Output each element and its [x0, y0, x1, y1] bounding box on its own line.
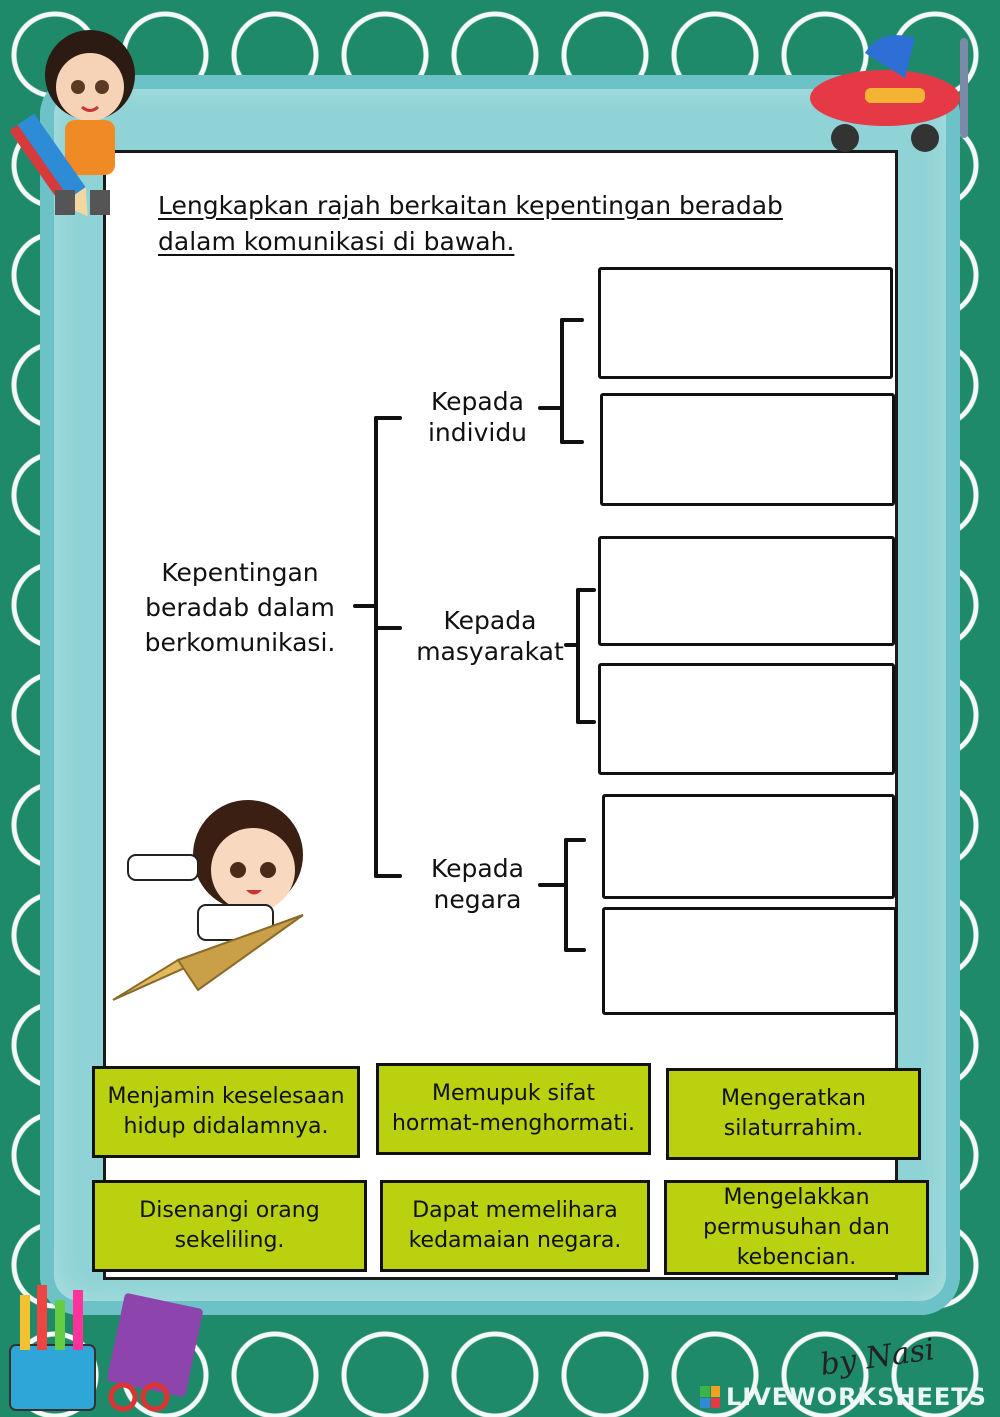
boy-on-paper-plane-icon: [108, 785, 313, 1005]
answer-box-individu-1[interactable]: [598, 267, 893, 379]
answer-box-masyarakat-1[interactable]: [598, 536, 895, 646]
answer-box-masyarakat-2[interactable]: [598, 663, 895, 775]
toy-airplane-icon: [805, 18, 990, 158]
answer-box-individu-2[interactable]: [600, 393, 895, 506]
branch-label-individu: Kepada individu: [427, 387, 528, 447]
answer-card-2[interactable]: Memupuk sifat hormat-menghormati.: [376, 1063, 651, 1155]
stationery-icon: [5, 1275, 215, 1415]
brand-text: LIVEWORKSHEETS: [726, 1383, 987, 1411]
answer-card-1[interactable]: Menjamin keselesaan hidup didalamnya.: [92, 1066, 360, 1158]
answer-box-negara-1[interactable]: [602, 794, 895, 899]
boy-with-pencil-icon: [10, 15, 150, 225]
answer-card-4[interactable]: Disenangi orang sekeliling.: [92, 1180, 367, 1272]
answer-card-6[interactable]: Mengelakkan permusuhan dan kebencian.: [664, 1180, 929, 1275]
answer-card-3[interactable]: Mengeratkan silaturrahim.: [666, 1068, 921, 1160]
branch-label-negara: Kepada negara: [431, 854, 524, 914]
diagram-center-label: Kepentingan beradab dalam berkomunikasi.: [144, 558, 336, 657]
liveworksheets-logo-icon: [700, 1386, 720, 1408]
answer-card-5[interactable]: Dapat memelihara kedamaian negara.: [380, 1180, 650, 1272]
instruction-text: Lengkapkan rajah berkaitan kepentingan beradab dalam komunikasi di bawah.: [158, 191, 783, 256]
answer-box-negara-2[interactable]: [602, 907, 897, 1015]
author-byline: by Nasi: [818, 1332, 937, 1383]
branch-label-masyarakat: Kepada masyarakat: [416, 606, 564, 666]
liveworksheets-brand[interactable]: [700, 1383, 987, 1411]
